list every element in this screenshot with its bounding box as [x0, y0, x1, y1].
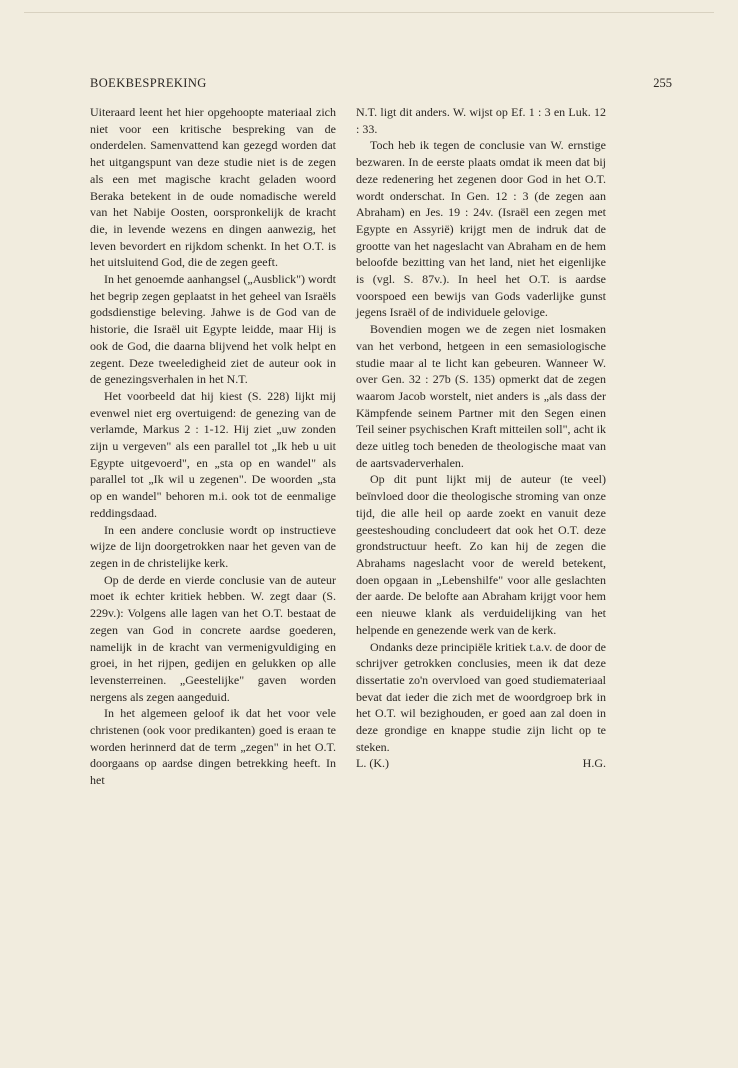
paragraph: Uiteraard leent het hier opgehoopte materiaal zich niet voor een kritische bespreking van de onderdelen. Samenvattend kan gezegd worden dat het uitgangspunt van deze studie niet is de zegen als een met magische kracht geladen woord Beraka betekent in de oude nomadische wereld van het Nabije Oosten, oorspronkelijk de kracht die, in levende wezens en dingen aanwezig, het leven bevordert en rijkdom schenkt. In het O.T. is het uitsluitend God, die de zegen geeft. — [90, 105, 336, 270]
paragraph: Ondanks deze principiële kritiek t.a.v. de door de schrijver getrokken conclusies, meen ik dat deze dissertatie zo'n overvloed van goed studiemateriaal bevat dat ieder die zich met de woordgroep brk in het O.T. wil bezighouden, er goed aan zal doen in deze grondige en knappe studie zijn licht op te steken. — [356, 639, 606, 754]
paragraph: Op de derde en vierde conclusie van de auteur moet ik echter kritiek hebben. W. zegt daar (S. 229v.): Volgens alle lagen van het O.T. bestaat de zegen van God in concrete aardse goederen, namelijk in de kracht van vermenigvuldiging en groei, in het rijpen, gedijen en gelukken op alle levensterreinen. „Geestelijke" gaven worden nergens als zegen aangeduid. — [90, 572, 336, 704]
paragraph: In het genoemde aanhangsel („Ausblick") wordt het begrip zegen geplaatst in het geheel van Israëls godsdienstige beleving. Jahwe is de God van de historie, die Israël uit Egypte leidde, maar Hij is ook de God, die daarna blijvend het volk helpt en zegent. Deze tweeledigheid ziet de auteur ook in de genezingsverhalen in het N.T. — [90, 272, 336, 387]
paragraph: N.T. ligt dit anders. W. wijst op Ef. 1 : 3 en Luk. 12 : 33. — [356, 105, 606, 136]
paragraph: Op dit punt lijkt mij de auteur (te veel) beïnvloed door die theologische stroming van onze tijd, die alle heil op aarde zoekt en vanuit deze geesteshouding concludeert dat ook het O.T. deze grondstructuur heeft. Zo kan hij de zegen die Abrahams nageslacht voor de wereld betekent, doen opgaan in „Lebenshilfe" voor alle geslachten der aarde. De belofte aan Abraham krijgt voor hem een nieuwe klank als verduidelijking van het helpende en genezende werk van de kerk. — [356, 472, 606, 637]
review-signature — [356, 755, 606, 772]
paragraph: In een andere conclusie wordt op instructieve wijze de lijn doorgetrokken naar het geven van de zegen in de christelijke kerk. — [90, 522, 336, 570]
running-head: BOEKBESPREKING — [90, 76, 207, 90]
paragraph: Het voorbeeld dat hij kiest (S. 228) lijkt mij evenwel niet erg overtuigend: de genezing van de verlamde, Markus 2 : 1-12. Hij ziet „uw zonden zijn u vergeven" als een parallel tot „Ik heb u uit Egypte uitgevoerd", en „sta op en wandel" als parallel tot „Ik wil u zegenen". De woorden „sta op en wandel" behoren m.i. ook tot de eenmalige reddingsdaad. — [90, 388, 336, 520]
paragraph: Toch heb ik tegen de conclusie van W. ernstige bezwaren. In de eerste plaats omdat ik meen dat bij deze redenering het zegenen door God in het O.T. wordt onderschat. In Gen. 12 : 3 (de zegen aan Abraham) en Jes. 19 : 24v. (Israël een zegen met Egypte en Assyrië) krijgt men de indruk dat de grootte van het nageslacht van Abraham en de hem beloofde bezitting van het land, niet het eigenlijke is (vgl. S. 87v.). In heel het O.T. is aardse voorspoed een bewijs van Gods vaderlijke gunst jegens Israël of de individuele gelovige. — [356, 138, 606, 320]
page-number: 255 — [653, 76, 672, 90]
signature-location: L. (K.) — [356, 756, 389, 771]
left-column — [90, 104, 336, 789]
paragraph: In het algemeen geloof ik dat het voor vele christenen (ook voor predikanten) goed is eraan te worden herinnerd dat de term „zegen" in het O.T. doorgaans op aardse dingen betrekking heeft. In het — [90, 706, 336, 788]
signature-initials: H.G. — [582, 756, 606, 771]
paragraph: Bovendien mogen we de zegen niet losmaken van het verbond, hetgeen in een semasiologische studie maar al te licht kan gebeuren. Wanneer W. over Gen. 32 : 27b (S. 135) opmerkt dat de zegen waarom Jacob worstelt, niet anders is „als dass der Kämpfende seinem Partner mit den Segen einen Teil seiner psychischen Kraft mitteilen soll", acht ik deze uitleg toch beneden de theologische maat van de aartsvaderverhalen. — [356, 322, 606, 470]
right-column — [356, 104, 606, 772]
page-top-rule — [24, 12, 714, 13]
